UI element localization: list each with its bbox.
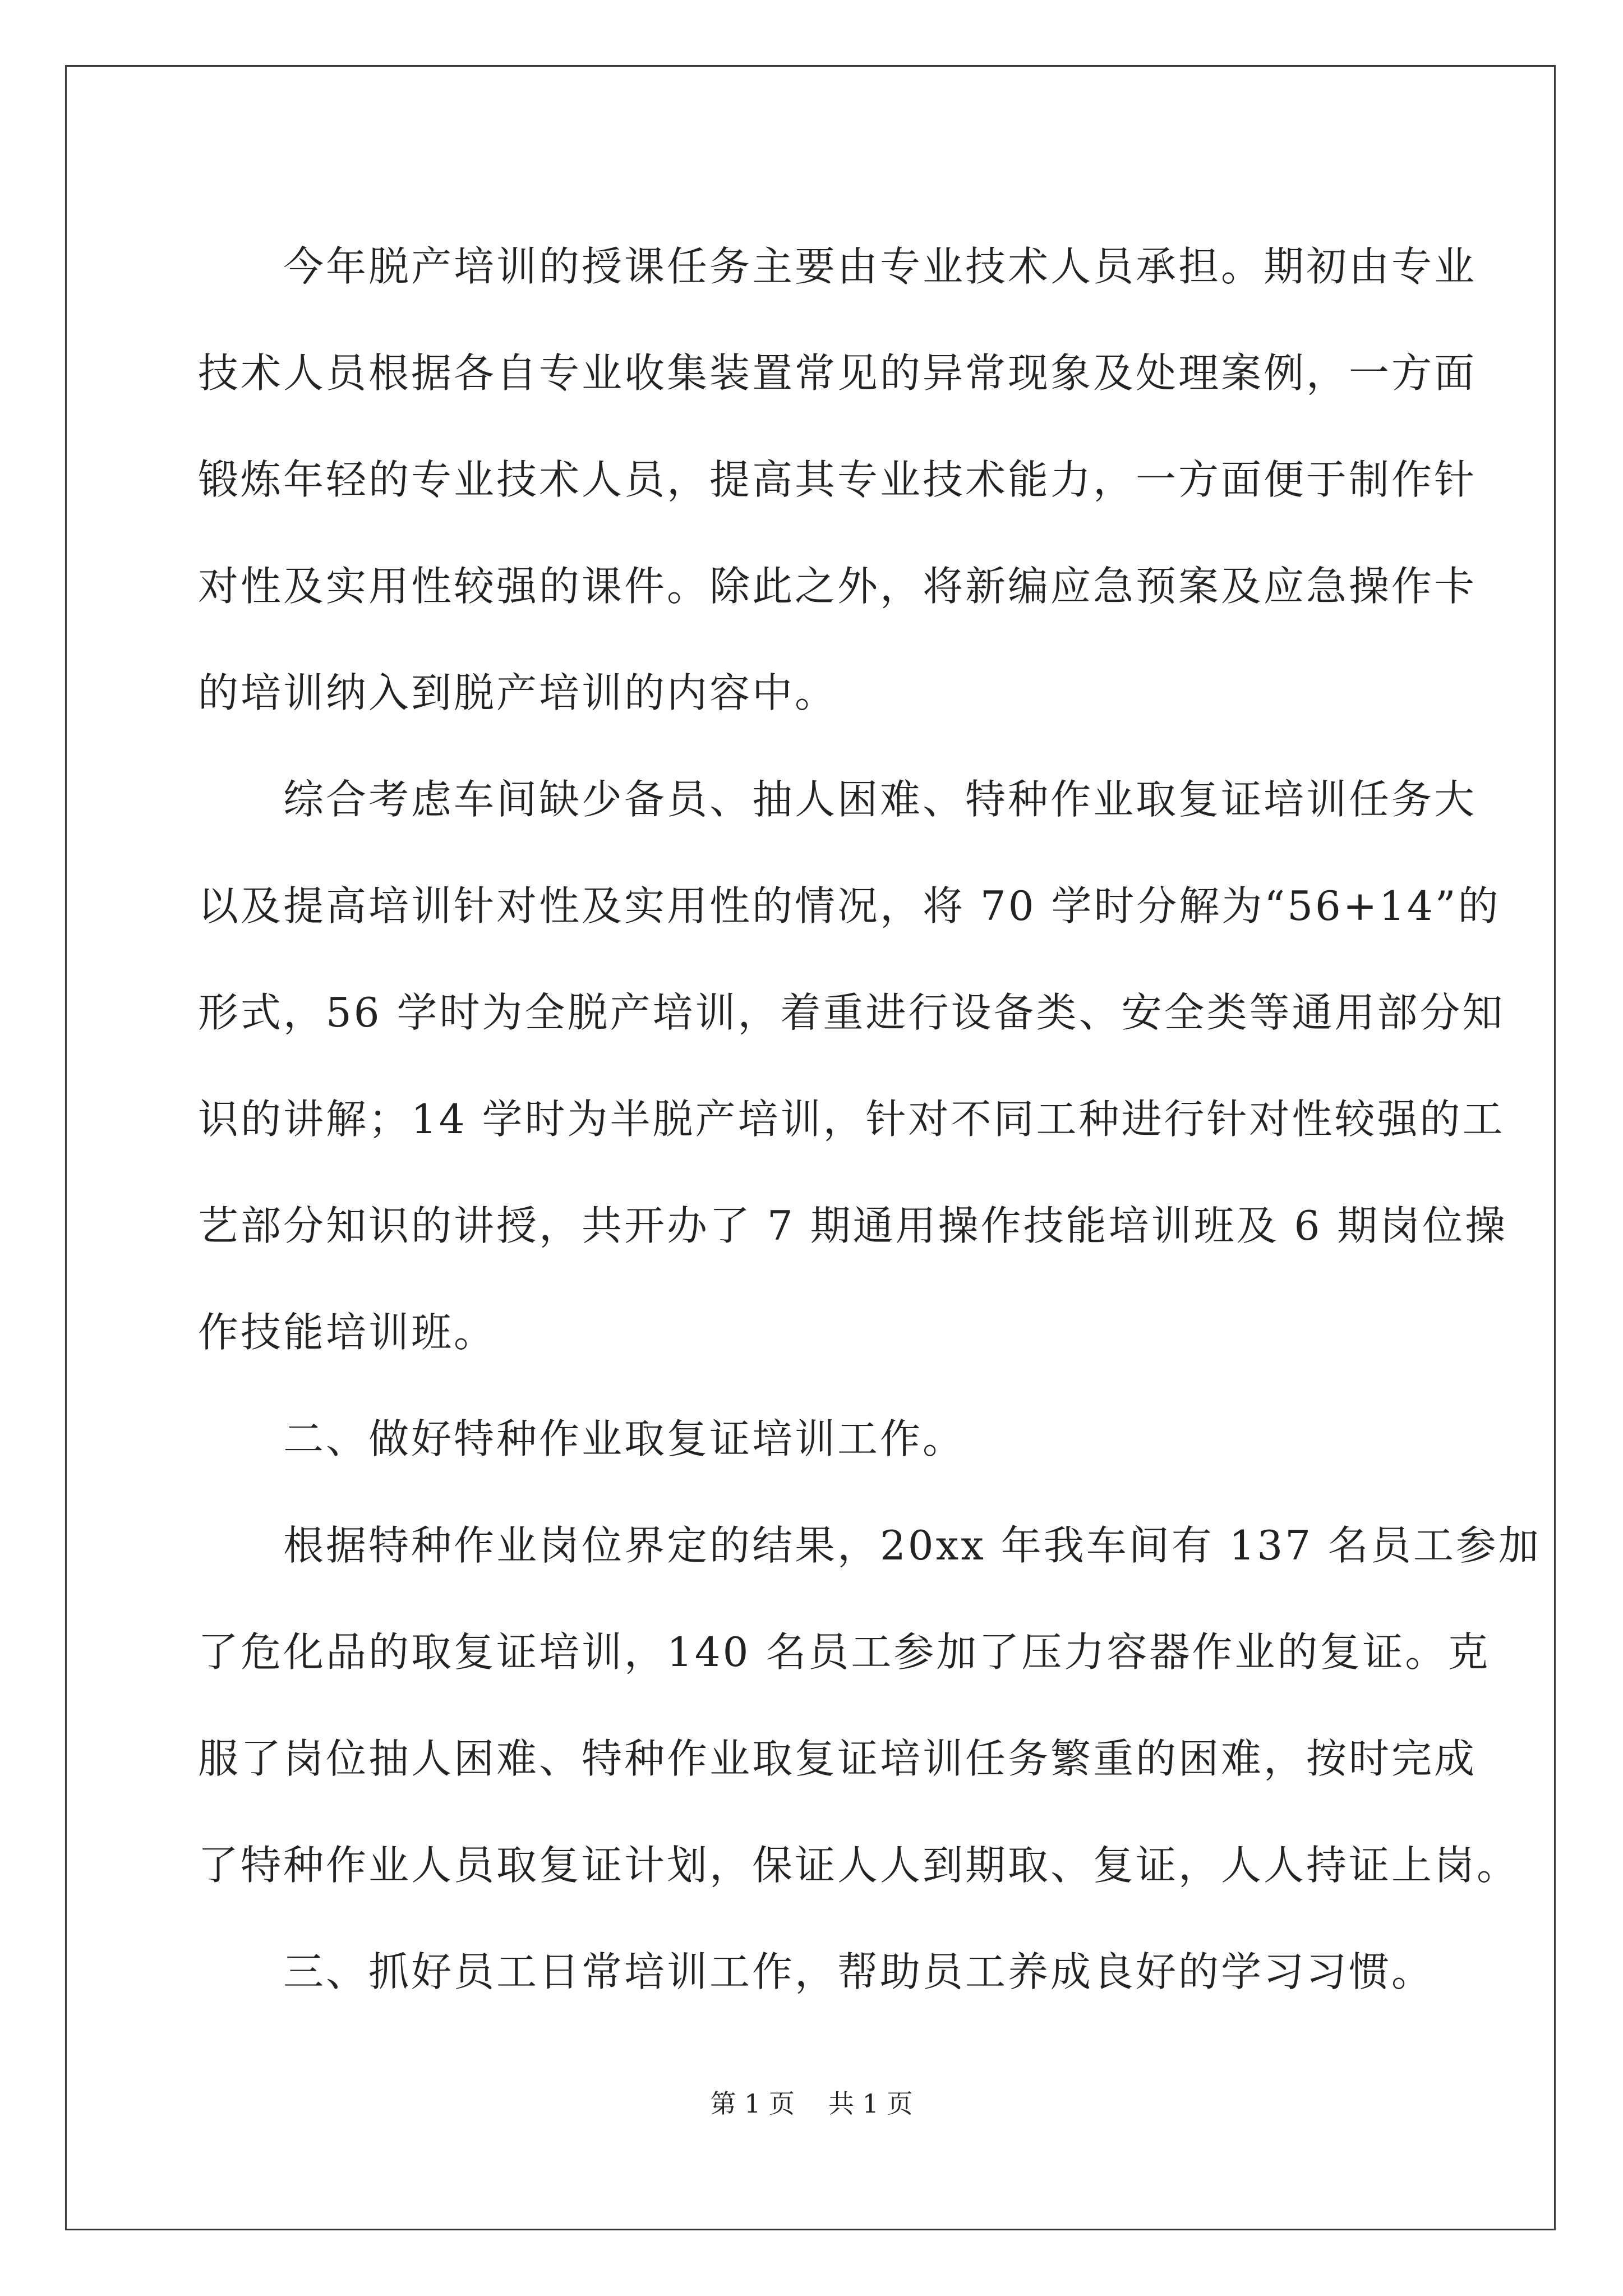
- text-line: 了特种作业人员取复证计划，保证人人到期取、复证，人人持证上岗。: [198, 1842, 1520, 1889]
- page-total: 共 1 页: [828, 2088, 913, 2119]
- text-line: 了危化品的取复证培训，140 名员工参加了压力容器作业的复证。克: [198, 1628, 1491, 1676]
- page-number: 第 1 页: [710, 2088, 795, 2119]
- text-line: 艺部分知识的讲授，共开办了 7 期通用操作技能培训班及 6 期岗位操: [198, 1202, 1508, 1249]
- text-line: 技术人员根据各自专业收集装置常见的异常现象及处理案例，一方面: [198, 349, 1477, 397]
- text-line: 对性及实用性较强的课件。除此之外，将新编应急预案及应急操作卡: [198, 563, 1477, 610]
- text-line: 今年脱产培训的授课任务主要由专业技术人员承担。期初由专业: [198, 243, 1477, 290]
- document-body: [198, 213, 1541, 2025]
- text-line: 作技能培训班。: [198, 1309, 497, 1356]
- text-line: 以及提高培训针对性及实用性的情况，将 70 学时分解为“56+14”的: [198, 882, 1501, 930]
- text-line: 锻炼年轻的专业技术人员，提高其专业技术能力，一方面便于制作针: [198, 456, 1477, 503]
- text-line: 识的讲解；14 学时为半脱产培训，针对不同工种进行针对性较强的工: [198, 1096, 1505, 1143]
- text-line: 的培训纳入到脱产培训的内容中。: [198, 669, 838, 716]
- text-line: 服了岗位抽人困难、特种作业取复证培训任务繁重的困难，按时完成: [198, 1735, 1477, 1782]
- page-footer: [0, 2087, 1623, 2120]
- section-heading: 二、做好特种作业取复证培训工作。: [198, 1415, 966, 1462]
- text-line: 根据特种作业岗位界定的结果，20xx 年我车间有 137 名员工参加: [198, 1522, 1541, 1569]
- section-heading: 三、抓好员工日常培训工作，帮助员工养成良好的学习习惯。: [198, 1948, 1435, 1995]
- text-line: 形式，56 学时为全脱产培训，着重进行设备类、安全类等通用部分知: [198, 989, 1505, 1036]
- text-line: 综合考虑车间缺少备员、抽人困难、特种作业取复证培训任务大: [198, 776, 1477, 823]
